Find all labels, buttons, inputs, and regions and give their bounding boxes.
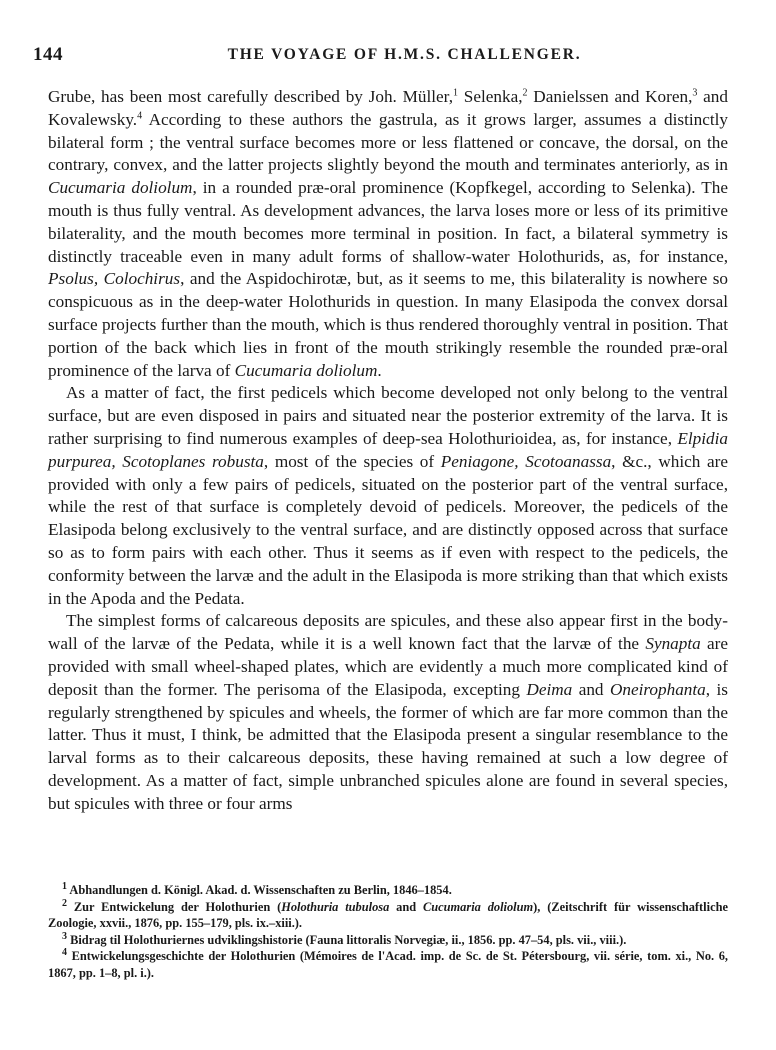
footnote-marker: 1 xyxy=(62,880,67,892)
text-run: Zur Entwickelung der Holothurien ( xyxy=(67,899,282,914)
text-run: , in a rounded præ-oral prominence (Kopfkegel, according to Selenka). The mouth is thus fully ventral. As development advances, the larva loses more or less of its primitive bilaterality, and the mouth becomes more terminal in position. In fact, a bilateral symmetry is distinctly traceable even in many adult forms of shallow-water Holothurids, as, for instance, xyxy=(48,178,728,266)
paragraph xyxy=(48,610,728,815)
footnote-marker: 3 xyxy=(62,930,67,942)
text-run: Grube, has been most carefully described by Joh. Müller, xyxy=(48,87,454,106)
text-run: , and the Aspidochirotæ, but, as it seems to me, this bilaterality is nowhere so conspicuous as in the deep-water Holothurids in question. In many Elasipoda the convex dorsal surface projects further than the mouth, which is thus rendered thoroughly ventral in position. That portion of the back which lies in front of the mouth strikingly resemble the rounded præ-oral prominence of the larva of xyxy=(48,269,729,380)
text-run: As a matter of fact, the first pedicels which become developed not only belong to the ventral surface, but are even disposed in pairs and situated near the posterior extremity of the larva. It is rather surprising to find numerous examples of deep-sea Holothurioidea, as, for instance, xyxy=(48,383,728,448)
footnote xyxy=(48,899,728,932)
italic-text: Elpidia purpurea, Scotoplanes robusta xyxy=(48,428,728,471)
text-run: Abhandlungen d. Königl. Akad. d. Wissenschaften zu Berlin, 1846–1854. xyxy=(67,883,452,897)
footnote xyxy=(48,882,728,899)
footnote-marker: 4 xyxy=(62,947,67,959)
footnote-marker: 2 xyxy=(62,897,67,909)
text-run: Danielssen and Koren, xyxy=(527,87,693,106)
text-run: and xyxy=(389,899,423,914)
paragraph xyxy=(48,382,728,610)
text-run: are provided with small wheel-shaped plates, which are evidently a much more complicated kind of deposit than the former. The perisoma of the Elasipoda, excepting xyxy=(48,634,728,699)
body-text xyxy=(48,86,728,816)
text-run: and Kovalewsky. xyxy=(48,87,728,129)
italic-text: Deima xyxy=(526,679,573,699)
text-run: , &c., which are provided with only a few pairs of pedicels, situated on the posterior part of the ventral surface, while the rest of that surface is completely devoid of pedicels. Moreover, the pedicels of the Elasipoda belong exclusively to the ventral surface, and are distinctly opposed across that surface so as to form pairs with each other. Thus it seems as if even with respect to the pedicels, the conformity between the larvæ and the adult in the Elasipoda is more striking than that which exists in the Apoda and the Pedata. xyxy=(48,451,728,608)
page-number: 144 xyxy=(33,44,63,65)
italic-text: Synapta xyxy=(645,634,701,654)
footnote-marker: 3 xyxy=(692,87,698,99)
footnotes xyxy=(48,882,728,982)
footnote xyxy=(48,948,728,981)
running-title: THE VOYAGE OF H.M.S. CHALLENGER. xyxy=(227,46,582,63)
text-run: Bidrag til Holothuriernes udviklingshistorie (Fauna littoralis Norvegiæ, ii., 1856. pp. 47–54, pls. vii., viii.). xyxy=(67,932,627,947)
italic-text: Psolus, Colochirus xyxy=(48,269,181,289)
paragraph xyxy=(48,86,728,382)
italic-text: Cucumaria doliolum xyxy=(48,178,193,198)
text-run: Entwickelungsgeschichte der Holothurien (Mémoires de l'Acad. imp. de Sc. de St. Pétersbourg, vii. série, tom. xi., No. 6, 1867, pp. 1–8, pl. i.). xyxy=(48,949,728,980)
text-run: ), (Zeitschrift für wissenschaftliche Zoologie, xxvii., 1876, pp. 155–179, pls. ix.–xiii.). xyxy=(48,899,728,931)
footnote-marker: 2 xyxy=(522,87,528,99)
text-run: and xyxy=(572,679,610,699)
text-run: , is regularly strengthened by spicules and wheels, the former of which are far more common than the latter. Thus it must, I think, be admitted that the Elasipoda present a singular resemblance to the larval forms as to their calcareous deposits, these having remained at such a low degree of development. As a matter of fact, simple unbranched spicules alone are found in several species, but spicules with three or four arms xyxy=(48,679,728,813)
footnote-marker: 1 xyxy=(453,87,459,99)
footnote-marker: 4 xyxy=(137,110,143,122)
italic-text: Oneirophanta xyxy=(609,679,706,699)
text-run: According to these authors the gastrula, as it grows larger, assumes a distinctly bilateral form ; the ventral surface becomes more or less flattened or concave, the dorsal, on the contrary, convex, and the latter projects slightly beyond the mouth and terminates anteriorly, as in xyxy=(48,109,728,175)
text-run: , most of the species of xyxy=(263,451,441,471)
italic-text: Cucumaria doliolum xyxy=(234,360,378,380)
text-run: The simplest forms of calcareous deposits are spicules, and these also appear first in the body-wall of the larvæ of the Pedata, while it is a well known fact that the larvæ of the xyxy=(48,611,728,654)
italic-text: Holothuria tubulosa xyxy=(281,899,390,914)
italic-text: Peniagone, Scotoanassa xyxy=(440,451,612,471)
footnote xyxy=(48,932,728,949)
text-run: Selenka, xyxy=(458,87,523,106)
italic-text: Cucumaria doliolum xyxy=(423,899,534,914)
text-run: . xyxy=(377,360,382,380)
page-header xyxy=(33,44,746,68)
